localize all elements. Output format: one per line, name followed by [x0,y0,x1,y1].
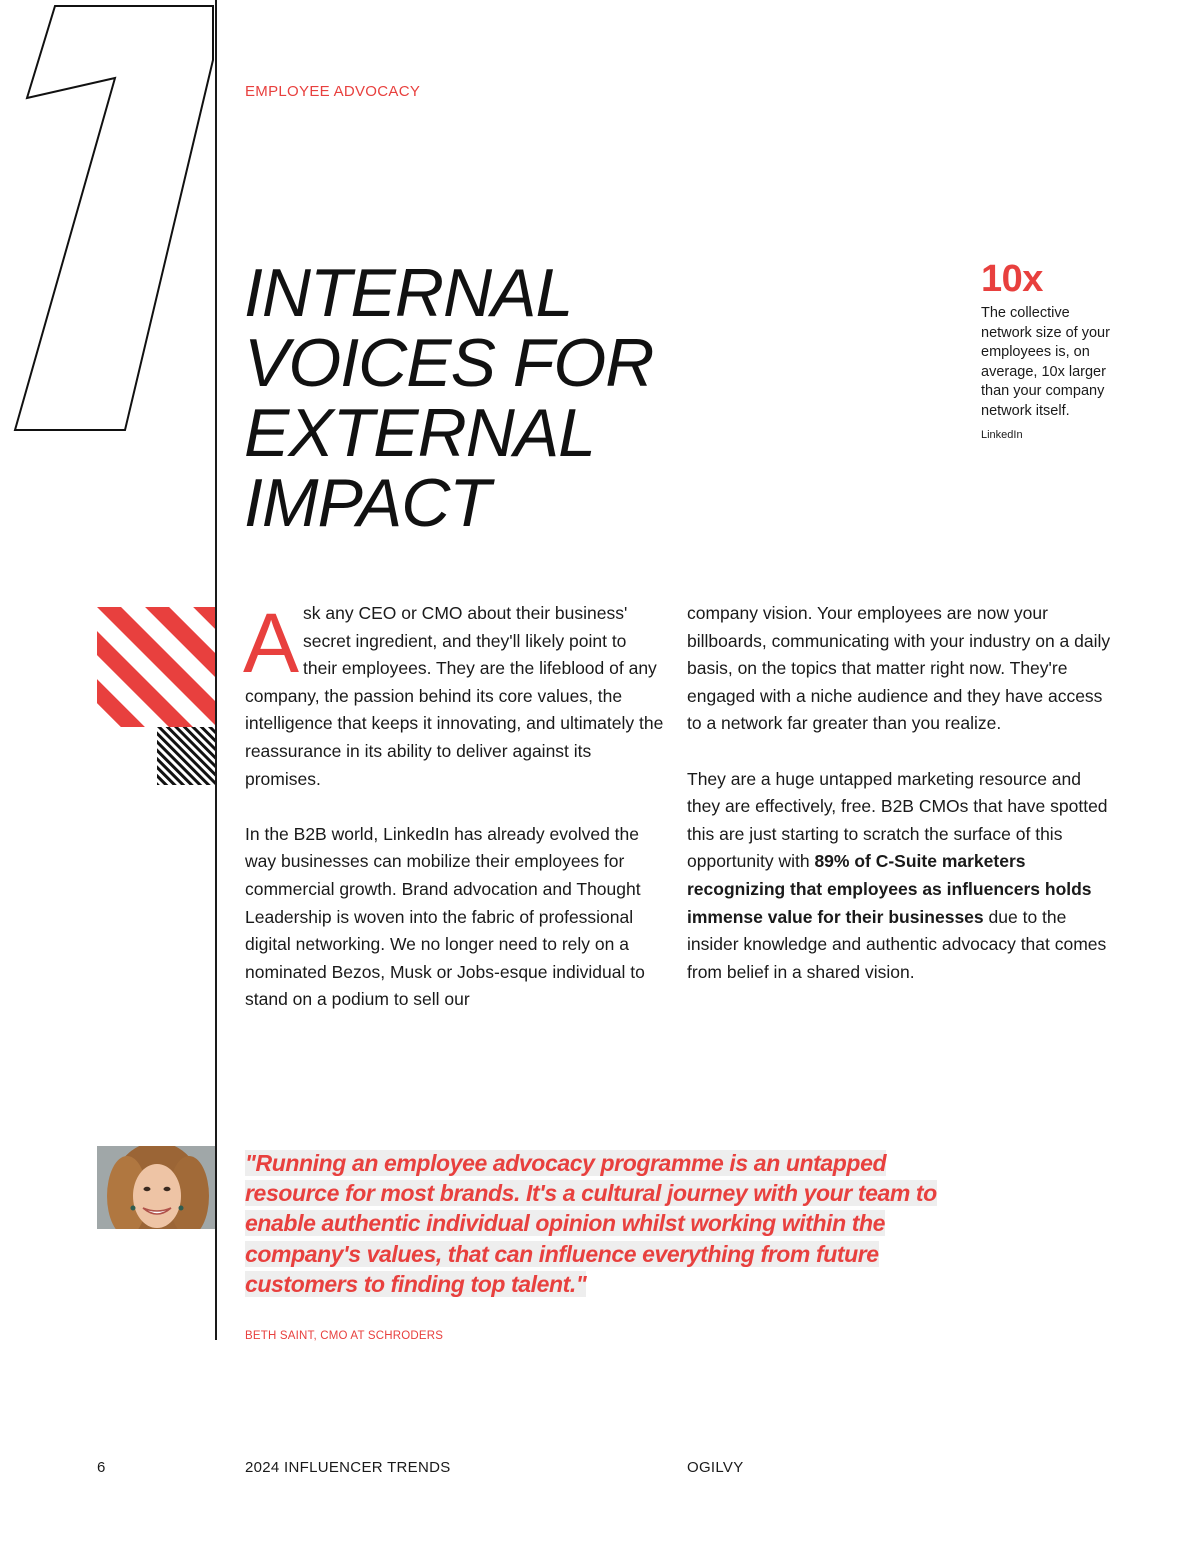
drop-cap: A [243,596,300,690]
title-line: EXTERNAL [244,395,595,471]
body-paragraph: company vision. Your employees are now your billboards, communicating with your industry on a daily basis, on the topics that matter right now. They're engaged with a niche audience and they have access to a network far greater than you realize. [687,603,1111,734]
chapter-numeral-one [0,0,230,440]
title-line: VOICES FOR [244,325,654,401]
quote-author: BETH SAINT, CMO AT SCHRODERS [245,1330,444,1342]
body-paragraph [243,596,665,793]
highlight-statistic: 89% of C-Suite marketers recognizing that employees as influencers holds immense value for their businesses [687,851,1092,927]
footer-brand: OGILVY [687,1459,744,1476]
body-paragraph: In the B2B world, LinkedIn has already evolved the way businesses can mobilize their employees for commercial growth. Brand advocation and Thought Leadership is woven into the fabric of professional digital networking. We no longer need to rely on a nominated Bezos, Musk or Jobs-esque individual to stand on a podium to sell our [245,823,645,1010]
paragraph-text: sk any CEO or CMO about their business' secret ingredient, and they'll likely point to their employees. They are the lifeblood of any company, the passion behind its core values, the intelligence that keeps it innovating, and ultimately the reassurance in its ability to deliver against its promises. [245,603,664,789]
title-line: IMPACT [244,465,490,541]
avatar [97,1146,215,1229]
vertical-rule [215,0,217,1340]
body-column-left [243,596,665,1042]
stat-value: 10x [981,258,1043,300]
footer-report-title: 2024 INFLUENCER TRENDS [245,1459,451,1476]
black-stripes-decoration [157,727,215,785]
paragraph-text: due to the insider knowledge and authentic advocacy that comes from belief in a shared vision. [687,906,1107,982]
quote-text: "Running an employee advocacy programme is an untapped resource for most brands. It's a cultural journey with your team to enable authentic individual opinion whilst working within the company's values, that can influence everything from future customers to finding top talent." [245,1150,937,1297]
section-label: EMPLOYEE ADVOCACY [245,83,421,100]
page-number: 6 [97,1459,106,1476]
title-line: INTERNAL [244,255,573,331]
stat-description: The collective network size of your employees is, on average, 10x larger than your company network itself. [981,305,1110,419]
pull-quote [245,1148,965,1299]
paragraph-text: They are a huge untapped marketing resource and they are effectively, free. B2B CMOs that have spotted this are just starting to scratch the surface of this opportunity with [687,768,1108,872]
page-title [244,255,764,541]
stat-callout [981,258,1121,441]
body-column-right [687,600,1117,1014]
body-paragraph [687,766,1117,987]
red-stripes-decoration [97,607,215,727]
stat-source: LinkedIn [981,429,1023,441]
